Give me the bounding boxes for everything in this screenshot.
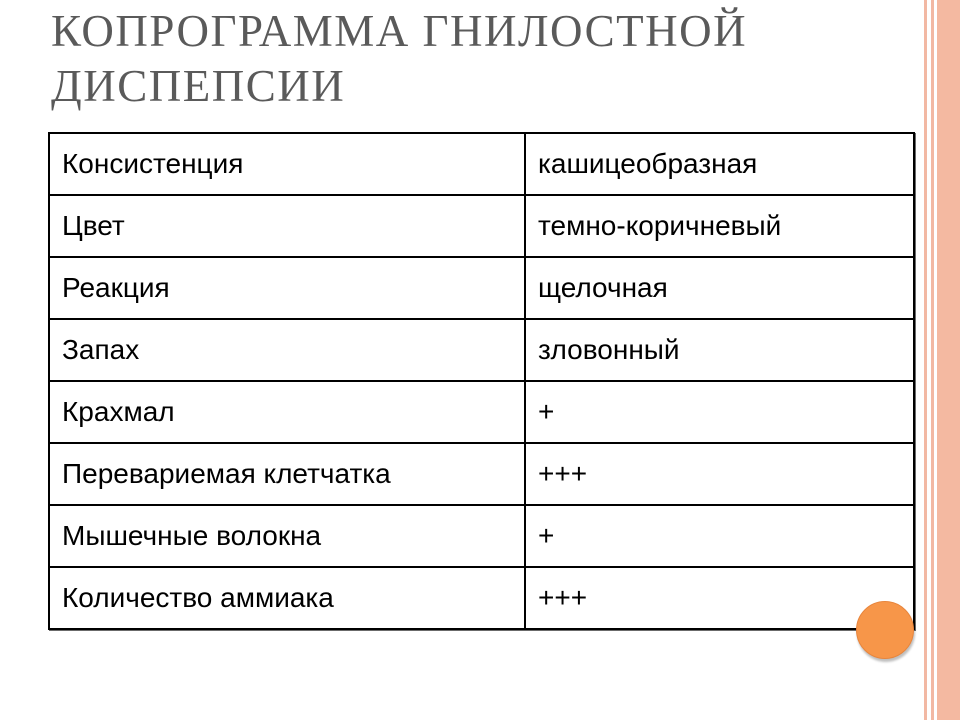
value-cell: кашицеобразная bbox=[525, 133, 914, 195]
param-cell: Перевариемая клетчатка bbox=[49, 443, 525, 505]
value-cell: +++ bbox=[525, 443, 914, 505]
table-row bbox=[49, 443, 914, 505]
param-cell: Реакция bbox=[49, 257, 525, 319]
param-cell: Цвет bbox=[49, 195, 525, 257]
slide-edge-stripe bbox=[931, 0, 934, 720]
table-row bbox=[49, 567, 914, 629]
param-cell: Количество аммиака bbox=[49, 567, 525, 629]
value-cell: темно-коричневый bbox=[525, 195, 914, 257]
value-cell: щелочная bbox=[525, 257, 914, 319]
slide-title: КОПРОГРАММА ГНИЛОСТНОЙ ДИСПЕПСИИ bbox=[51, 6, 748, 111]
slide-edge-stripe bbox=[924, 0, 927, 720]
value-cell: + bbox=[525, 505, 914, 567]
table-row bbox=[49, 133, 914, 195]
param-cell: Консистенция bbox=[49, 133, 525, 195]
table-row bbox=[49, 257, 914, 319]
coprogram-table bbox=[48, 132, 915, 630]
table-row bbox=[49, 381, 914, 443]
value-cell: +++ bbox=[525, 567, 914, 629]
table-row bbox=[49, 195, 914, 257]
value-cell: зловонный bbox=[525, 319, 914, 381]
param-cell: Крахмал bbox=[49, 381, 525, 443]
slide-edge-band bbox=[937, 0, 960, 720]
table-row bbox=[49, 319, 914, 381]
param-cell: Запах bbox=[49, 319, 525, 381]
table-row bbox=[49, 505, 914, 567]
value-cell: + bbox=[525, 381, 914, 443]
param-cell: Мышечные волокна bbox=[49, 505, 525, 567]
decorative-orange-circle bbox=[856, 601, 914, 659]
